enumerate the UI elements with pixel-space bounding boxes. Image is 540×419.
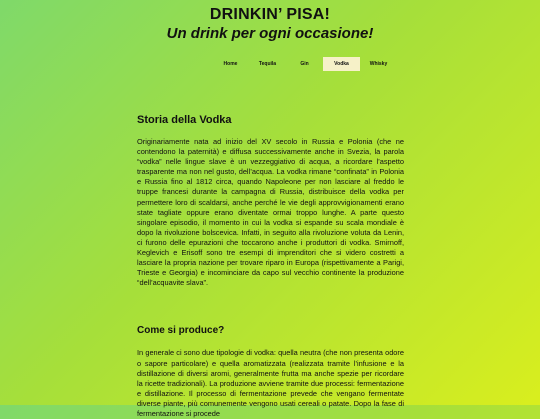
site-header [0,0,540,43]
nav-item-whisky[interactable]: Whisky [369,61,388,67]
nav-item-gin[interactable]: Gin [300,61,309,67]
main-content [137,113,404,419]
nav-item-vodka[interactable]: Vodka [323,57,360,71]
section-title-production: Come si produce? [137,325,225,337]
history-paragraph: Originariamente nata ad inizio del XV secolo in Russia e Polonia (che ne contendono la paternità) e diffusa successivamente anche in Svezia, la parola “vodka” nelle lingue slave è un vezzeggiativo di acqua, a ricordare l’aspetto trasparente ma non nel gusto, dell’acqua. La vodka rimane “confinata” in Polonia e Russia fino al 1812 circa, quando Napoleone per non lasciare al freddo le truppe francesi durante la campagna di Russia, distribuisce della vodka per permettere loro di scaldarsi, anche perché le vie degli approvvigionamenti erano state tagliate oppure erano diventate ormai troppo lunghe. A parte questo singolare episodio, il momento in cui la vodka si espande su scala mondiale è dopo la rivoluzione bolscevica. Infatti, in seguito alla rivoluzione voluta da Lenin, ci furono delle epurazioni che toccarono anche i produttori di vodka. Smirnoff, Keglevich e Erisoff sono tre esempi di imprenditori che si videro costretti a lasciare la propria nazione per trovare riparo in Europa (rispettivamente a Parigi, Trieste e Georgia) e incominciare da capo sul vecchio continente la produzione “dell’acquavite slava”. [137,137,404,288]
nav-item-home[interactable]: Home [223,61,238,67]
section-title-history: Storia della Vodka [137,114,232,126]
site-title: DRINKIN’ PISA! [209,6,331,23]
site-subtitle: Un drink per ogni occasione! [166,25,374,42]
main-nav [212,57,397,71]
section-spacer [137,288,404,324]
production-paragraph: In generale ci sono due tipologie di vodka: quella neutra (che non presenta odore o sapore particolare) e quella aromatizzata (realizzata tramite l’infusione e la distillazione di diversi aromi, generalmente frutta ma anche spezie per ricordare la ricette tradizionali). La produzione avviene tramite due processi: fermentazione e distillazione. Il processo di fermentazione prevede che vengano fermentate diverse piante, più comunemente vengono usati cereali o patate. Dopo la fase di fermentazione si procede [137,348,404,418]
nav-item-tequila[interactable]: Tequila [258,61,277,67]
